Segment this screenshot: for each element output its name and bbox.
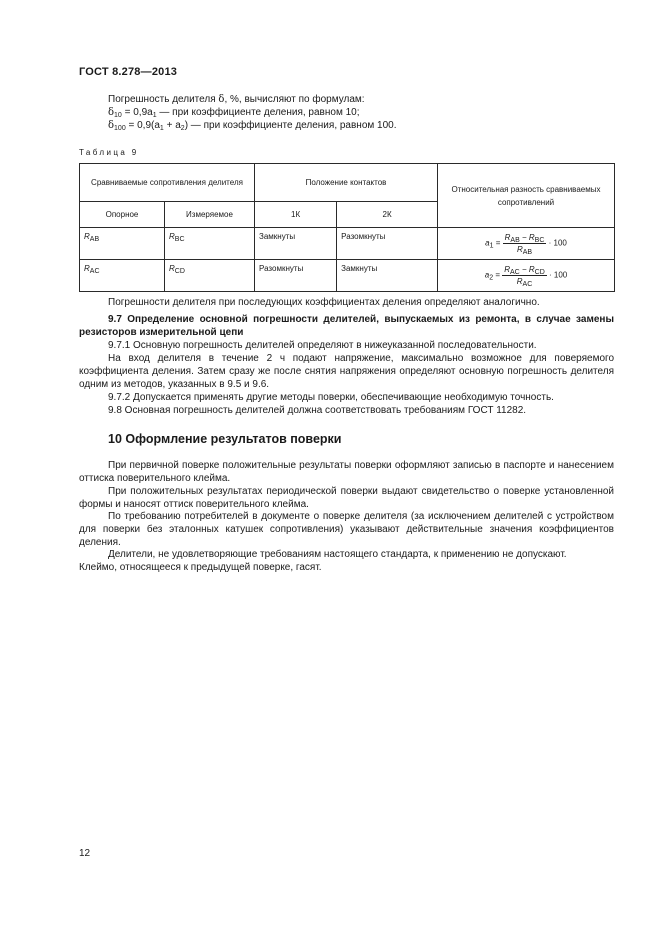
delta-symbol: δ: [218, 94, 225, 105]
cell-k2: Замкнуты: [337, 260, 438, 292]
cell-measured: $R_{CD}$: [165, 260, 255, 292]
cell-k1: Разомкнуты: [255, 260, 337, 292]
table-caption: Таблица 9: [79, 148, 139, 157]
table-row: [80, 260, 615, 292]
fraction: $\frac{R_{AC} - R_{CD}}{R_{AC}}$: [504, 265, 545, 288]
formula-text: = 0,9a: [121, 107, 153, 118]
formula-sub: 1: [159, 125, 164, 132]
header-compared: Сравниваемые сопротивления делителя: [80, 164, 255, 202]
paragraph-10-2: При положительных результатах периодической поверки выдают свидетельство о поверке установленной формы и наносят оттиск поверительного клейма.: [79, 486, 614, 510]
cell-k1: Замкнуты: [255, 228, 337, 260]
intro-line: [108, 94, 365, 107]
section-9-7-title: 9.7 Определение основной погрешности делителей, выпускаемых из ремонта, в случае замены резисторов измерительной цепи: [79, 314, 614, 338]
paragraph-10-1: При первичной поверке положительные результаты поверки оформляют записью в паспорте и нанесением оттиска поверительного клейма.: [79, 460, 614, 484]
cell-measured: $R_{BC}$: [165, 228, 255, 260]
formula-delta-10: [108, 107, 360, 120]
formula-delta-100: [108, 120, 397, 133]
page-number: 12: [79, 848, 91, 859]
intro-text-post: , %, вычисляют по формулам:: [224, 94, 365, 105]
cell-reference: $R_{AC}$: [80, 260, 165, 292]
header-k1: 1К: [255, 202, 337, 228]
header-relative: Относительная разность сравниваемых сопротивлений: [438, 164, 615, 228]
section-10-title: 10 Оформление результатов поверки: [108, 432, 342, 446]
paragraph-9-8: 9.8 Основная погрешность делителей должна соответствовать требованиям ГОСТ 11282.: [108, 405, 527, 416]
formula-text: + a: [163, 120, 181, 131]
cell-formula: $a_2$ = $\frac{R_{AC} - R_{CD}}{R_{AC}}$ · 100: [438, 260, 615, 292]
header-reference: Опорное: [80, 202, 165, 228]
paragraph-10-3: По требованию потребителей в документе о поверке делителя (за исключением делителей с устройством для поверки без эталонных катушек сопротивления) указывают действительные значения коэффициентов деления.: [79, 511, 614, 548]
comparison-table: [79, 163, 615, 292]
formula-sub: 2: [180, 125, 185, 132]
paragraph-9-7-1: 9.7.1 Основную погрешность делителей определяют в нижеуказанной последовательности.: [108, 340, 537, 351]
header-measured: Измеряемое: [165, 202, 255, 228]
cell-formula: $a_1$ = $\frac{R_{AB} - R_{BC}}{R_{AB}}$ · 100: [438, 228, 615, 260]
header-contacts: Положение контактов: [255, 164, 438, 202]
formula-sub: 10: [114, 112, 122, 119]
cell-reference: $R_{AB}$: [80, 228, 165, 260]
delta-symbol: δ: [108, 107, 115, 118]
document-header: ГОСТ 8.278—2013: [79, 66, 178, 78]
paragraph-9-7-2: 9.7.2 Допускается применять другие методы поверки, обеспечивающие необходимую точность.: [108, 392, 554, 403]
cell-k2: Разомкнуты: [337, 228, 438, 260]
table-row: [80, 228, 615, 260]
after-table-text: Погрешности делителя при последующих коэффициентах деления определяют аналогично.: [108, 297, 540, 308]
formula-text: = 0,9(a: [125, 120, 160, 131]
formula-sub: 100: [114, 125, 126, 132]
formula-text: — при коэффициенте деления, равном 10;: [156, 107, 360, 118]
paragraph-10-5: Клеймо, относящееся к предыдущей поверке, гасят.: [79, 562, 322, 573]
paragraph-10-4: Делители, не удовлетворяющие требованиям настоящего стандарта, к применению не допускают.: [108, 549, 567, 560]
header-k2: 2К: [337, 202, 438, 228]
fraction: $\frac{R_{AB} - R_{BC}}{R_{AB}}$: [504, 233, 545, 256]
formula-sub: 1: [152, 112, 157, 119]
delta-symbol: δ: [108, 120, 115, 131]
intro-text: Погрешность делителя: [108, 94, 216, 105]
formula-text: ) — при коэффициенте деления, равном 100.: [184, 120, 397, 131]
paragraph-9-7-1-b: На вход делителя в течение 2 ч подают напряжение, максимально возможное для поверяемого коэффициента деления. Затем сразу же после снятия напряжения определяют основную погрешность делителя одним из методов, указанных в 9.5 и 9.6.: [79, 353, 614, 390]
